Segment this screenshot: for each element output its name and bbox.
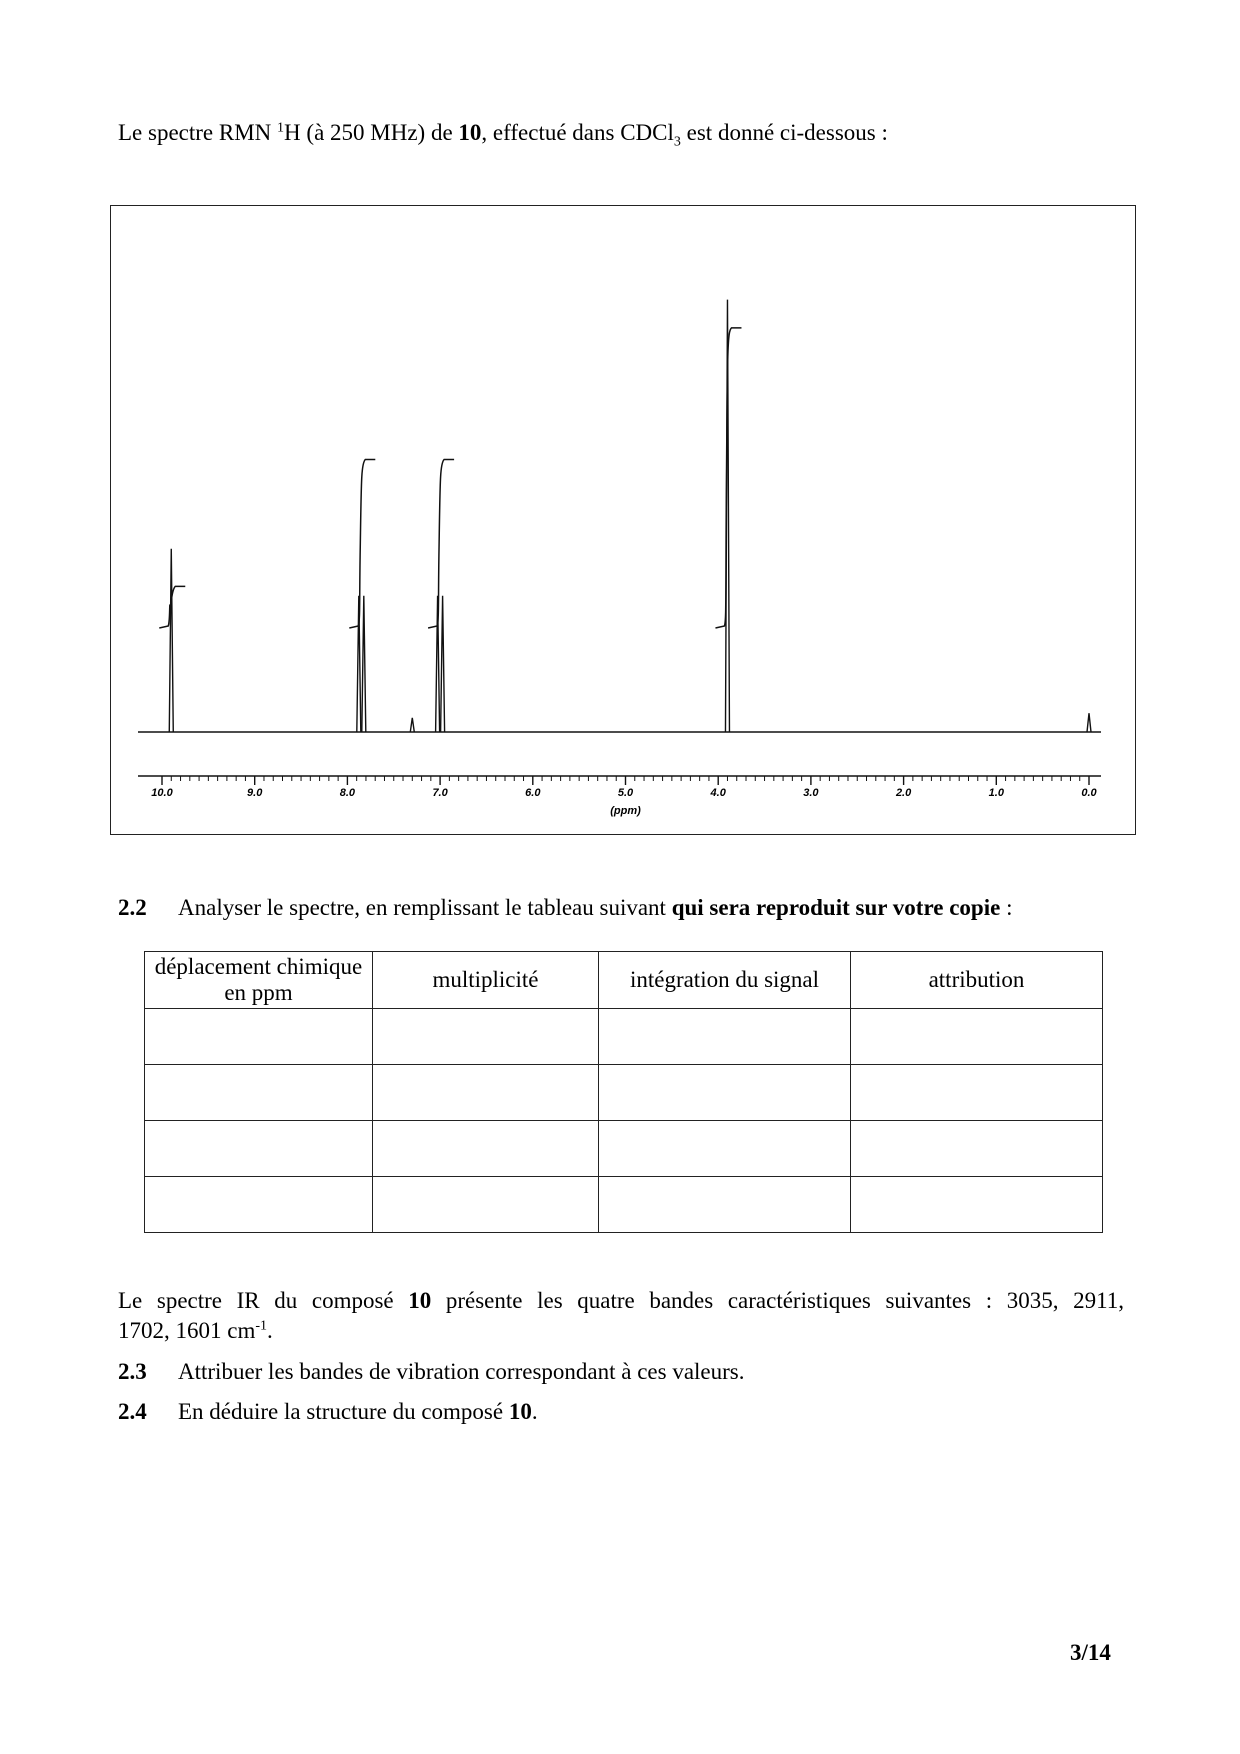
table-cell — [145, 1065, 373, 1121]
peak-2 — [410, 718, 414, 732]
x-axis-label: (ppm) — [610, 805, 641, 817]
table-cell — [851, 1009, 1103, 1065]
analysis-table — [144, 951, 1103, 1233]
x-tick-label: 5.0 — [617, 787, 634, 799]
table-cell — [599, 1009, 851, 1065]
x-tick-label: 7.0 — [432, 787, 448, 799]
table-cell — [373, 1121, 599, 1177]
integral-curve-1 — [349, 460, 375, 629]
peak-1-line-1 — [362, 596, 366, 732]
x-tick-label: 2.0 — [895, 787, 912, 799]
header-chemical-shift: déplacement chimique en ppm — [145, 952, 373, 1009]
ir-paragraph-line-1: Le spectre IR du composé 10 présente les quatre bandes caractéristiques suivantes : 3035, 2911, — [118, 1288, 1124, 1313]
table-row — [145, 1065, 1103, 1121]
table-row — [145, 1121, 1103, 1177]
x-tick-label: 4.0 — [710, 787, 726, 799]
table-cell — [599, 1121, 851, 1177]
header-multiplicity: multiplicité — [373, 952, 599, 1009]
table-cell — [145, 1009, 373, 1065]
x-tick-label: 1.0 — [988, 787, 1004, 799]
header-integration: intégration du signal — [599, 952, 851, 1009]
integral-curve-2 — [428, 460, 454, 629]
table-header-row — [145, 952, 1103, 1009]
x-tick-label: 8.0 — [339, 787, 356, 799]
table-cell — [599, 1065, 851, 1121]
table-cell — [373, 1065, 599, 1121]
intro-text: Le spectre RMN $^1$H (à 250 MHz) de 10, effectué dans CDCl$_3$ est donné ci-dessous : — [118, 120, 888, 150]
x-tick-label: 10.0 — [151, 787, 173, 799]
table-cell — [599, 1177, 851, 1233]
question-2-2: 2.2 Analyser le spectre, en remplissant le tableau suivant qui sera reproduit sur votre copie : — [118, 895, 1013, 920]
ir-paragraph-line-2: 1702, 1601 $cm^{-1}$. — [118, 1318, 273, 1343]
table-cell — [851, 1065, 1103, 1121]
page-number: 3/14 — [1070, 1640, 1111, 1665]
nmr-spectrum-frame — [110, 205, 1136, 835]
peak-5 — [1087, 713, 1091, 732]
table-cell — [373, 1177, 599, 1233]
x-tick-label: 9.0 — [247, 787, 263, 799]
table-row — [145, 1177, 1103, 1233]
table-cell — [373, 1009, 599, 1065]
nmr-spectrum-chart — [111, 206, 1135, 834]
table-row — [145, 1009, 1103, 1065]
table-cell — [851, 1121, 1103, 1177]
x-tick-label: 0.0 — [1081, 787, 1097, 799]
question-2-4: 2.4 En déduire la structure du composé 10. — [118, 1399, 538, 1424]
x-tick-label: 6.0 — [525, 787, 541, 799]
table-cell — [145, 1121, 373, 1177]
header-attribution: attribution — [851, 952, 1103, 1009]
peak-0 — [169, 549, 173, 732]
x-tick-label: 3.0 — [803, 787, 819, 799]
peak-3-line-1 — [441, 596, 445, 732]
table-cell — [145, 1177, 373, 1233]
table-cell — [851, 1177, 1103, 1233]
question-2-3: 2.3 Attribuer les bandes de vibration correspondant à ces valeurs. — [118, 1359, 745, 1384]
